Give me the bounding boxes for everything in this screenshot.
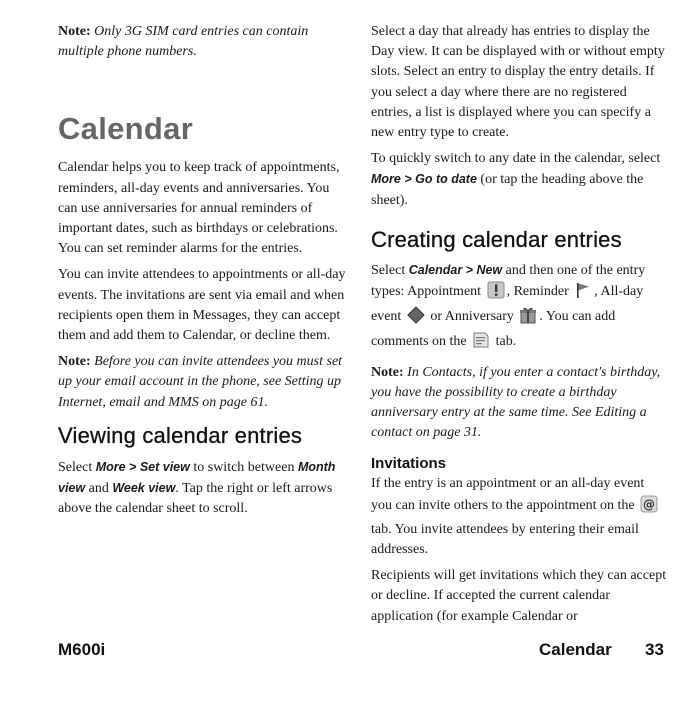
invitations-heading: Invitations: [371, 455, 447, 473]
note-icon: [472, 331, 490, 356]
flag-icon: [574, 281, 592, 306]
footer-model: M600i: [58, 640, 106, 659]
footer-section: Calendar: [539, 640, 612, 659]
svg-text:@: @: [643, 497, 656, 512]
page-title: Calendar: [58, 111, 194, 147]
calendar-intro: Calendar helps you to keep track of appointments, reminders, all-day events and anniversaries. You can use anniversaries for annual reminders of important dates, such as birthdays or celebrations. You can set reminder alarms for the entries.: [58, 160, 340, 257]
left-column: [58, 22, 350, 525]
recipients-paragraph: Recipients will get invitations which they can accept or decline. If accepted the current calendar application (for example Calendar or: [371, 568, 667, 624]
at-sign-icon: [640, 495, 658, 520]
note-contacts: Note: In Contacts, if you enter a contact's birthday, you have the possibility to create a birthday anniversary entry at the same time. See Editing a contact on page 31.: [371, 364, 661, 441]
go-to-date-paragraph: To quickly switch to any date in the calendar, select More > Go to date (or tap the heading above the sheet).: [371, 151, 661, 208]
creating-heading: Creating calendar entries: [371, 226, 622, 252]
exclamation-icon: [487, 281, 505, 306]
creating-paragraph: Select Calendar > New and then one of the entry types: Appointment , Reminder , All-day event or Anniversary . You can add comments on the tab.: [371, 260, 667, 357]
invitations-paragraph: If the entry is an appointment or an all-day event you can invite others to the appointment on the @ tab. You invite attendees by entering their email addresses.: [371, 474, 667, 560]
viewing-heading: Viewing calendar entries: [58, 422, 303, 448]
diamond-icon: [407, 306, 425, 331]
day-view-paragraph: Select a day that already has entries to display the Day view. It can be displayed with or without empty slots. Select an entry to display the entry details. If you select a day where there are no registered entries, a list is displayed where you can specify a new entry type to create.: [371, 24, 665, 141]
invite-paragraph: You can invite attendees to appointments or all-day events. The invitations are sent via email and when recipients open them in Messages, they can accept them and add them to Calendar, or decline them.: [58, 267, 346, 344]
viewing-paragraph: Select More > Set view to switch between Month view and Week view. Tap the right or left arrows above the calendar sheet to scroll.: [58, 459, 336, 517]
note-email: Note: Before you can invite attendees you must set up your email account in the phone, see Setting up Internet, email and MMS on page 61.: [58, 354, 343, 410]
note-sim: Note: Only 3G SIM card entries can contain multiple phone numbers.: [58, 24, 309, 60]
right-column: [371, 22, 667, 633]
page-number: 33: [645, 640, 664, 659]
gift-icon: [519, 306, 537, 331]
